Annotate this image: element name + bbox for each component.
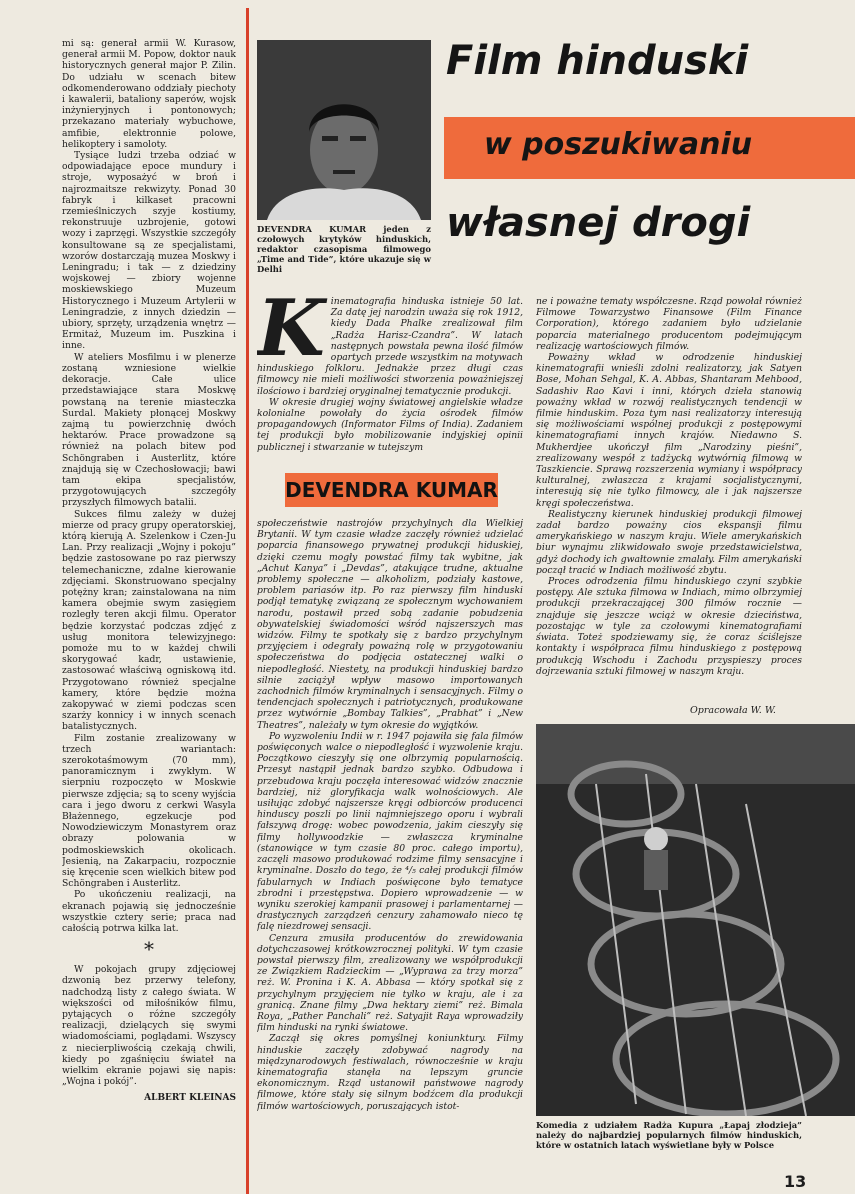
article-right-column [536,296,802,706]
title-line-2: w poszukiwaniu [484,127,753,162]
left-paragraph-3: W ateliers Mosfilmu i w plenerze zostaną wzniesione wielkie dekoracje. Całe ulice przedstawiające stara Moskwę powstaną na terenie miasteczka Surdal. Makiety płonącej Moskwy zajmą tu powierzchnię dwóch hektarów. Prace prowadzone są również na polach bitew pod Schöngraben i Austerlitz, które znajdują się w Czechosłowacji; bawi tam ekipa specjalistów, przygotowujących szczegóły przyszłych filmowych batalii. [62,351,236,509]
right-paragraph-4: Proces odrodzenia filmu hinduskiego czyni szybkie postępy. Ale sztuka filmowa w Indiach, mimo olbrzymiej produkcji przekraczającej 300 filmów rocznie — znajduje się jeszcze wciąż w okresie dzieciństwa, pozostając w tyle za czołowymi kinematografiami świata. Toteż spodziewamy się, że coraz ściślejsze kontakty i współpraca filmu hinduskiego z postępową produkcją Wschodu i Zachodu przyspieszy proces dojrzewania sztuki filmowej w naszym kraju. [536,576,802,677]
right-paragraph-1: ne i poważne tematy współczesne. Rząd powołał również Filmowe Towarzystwo Finansowe (Film Finance Corporation), którego zadaniem było udzielanie poparcia materialnego producentom podejmującym realizację wartościowych filmów. [536,296,802,352]
title-line-3: własnej drogi [446,200,751,246]
middle-paragraph-1: społeczeństwie nastrojów przychylnych dla Wielkiej Brytanii. W tym czasie władze zaczęły również udzielać poparcia finansowego prywatnej produkcji hiduskiej, dzięki czemu mogły powstać filmy tak wybitne, jak „Achut Kanya” i „Devdas”, atakujące trudne, aktualne problemy społeczne — alkoholizm, podziały kastowe, problem pariasów itp. Po raz pierwszy film hinduski podjął tematykę związaną ze społecznym wychowaniem narodu, postawił przed sobą zadanie pobudzenia obywatelskiej świadomości wśród najszerszych mas widzów. Filmy te spotkały się z bardzo przychylnym przyjęciem i odegrały poważną rolę w przygotowaniu społeczeństwa do podjęcia ostatecznej walki o niepodległość. Niestety, na produkcji hinduskiej bardzo silnie zaciążył wpływ masowo importowanych zachodnich filmów kryminalnych i sensacyjnych. Filmy o tendencjach społecznych i patriotycznych, produkowane przez wytwórnie „Bombay Talkies”, „Prabhat” i „New Theatres”, należały w tym okresie do wyjątków. [257,518,523,731]
red-column-rule [246,8,249,1194]
left-column [62,38,236,1154]
film-still-image [536,724,855,1116]
title-line-1: Film hinduski [446,38,749,84]
byline-banner: DEVENDRA KUMAR [285,473,498,507]
left-paragraph-5: Film zostanie zrealizowany w trzech wariantach: szerokotaśmowym (70 mm), panoramicznym i zwykłym. W sierpniu rozpoczęto w Moskwie pierwsze zdjęcia; są to sceny wyjścia cara i jego dworu z cerkwi Wasyla Błażennego, egzekucje pod Nowodziewiczym Monastyrem oraz obrazy polowania w podmoskiewskich okolicach. Jesienią, na Zakarpaciu, rozpocznie się kręcenie scen wielkich bitew pod Schöngraben i Austerlitz. [62,732,236,890]
article-middle-column [257,518,523,1178]
film-still-photo [536,724,855,1116]
portrait-caption: DEVENDRA KUMAR jeden z czołowych krytyków hinduskich, redaktor czasopisma filmowego „Time and Tide”, które ukazuje się w Delhi [257,224,431,274]
intro-text: inematografia hinduska istnieje 50 lat. Za datę jej narodzin uważa się rok 1912, kiedy Dada Phalke zrealizował film „Radża Harisz-Czandra”. W latach następnych powstała pewna ilość filmów opartych przede wszystkim na motywach hinduskiego folkloru. Jednakże przez długi czas filmowcy nie mieli możliwości stworzenia poważniejszej ilościowo i bardziej oryginalnej tematycznie produkcji. [257,296,523,397]
right-paragraph-2: Poważny wkład w odrodzenie hinduskiej kinematografii wnieśli zdolni realizatorzy, jak Satyen Bose, Mohan Sehgal, K. A. Abbas, Shantaram Mehbood, Sadashiv Rao Kavi i inni, których dzieła stanowią poważny wkład w rozwój realistycznych tendencji w filmie hinduskim. Poza tym nasi realizatorzy interesują się możliwościami wspólnej produkcji z postępowymi kinematografiami innych krajów. Niedawno S. Mukherdjee ukończył film „Narodziny pieśni”, zrealizowany wespół z tadżycką wytwórnią filmową w Taszkiencie. Sprawą rozszerzenia wymiany i współpracy kulturalnej, zwłaszcza z krajami socjalistycznymi, interesują się nie tylko filmowcy, ale i jak najszersze kręgi społeczeństwa. [536,352,802,509]
portrait-image [257,40,431,220]
left-paragraph-4: Sukces filmu zależy w dużej mierze od pracy grupy operatorskiej, którą kierują A. Szelenkow i Czen-Ju Lan. Przy realizacji „Wojny i pokoju” będzie zastosowane po raz pierwszy telemechaniczne, zdalne kierowanie zdjęciami. Skonstruowano specjalny potężny kran; zainstalowana na nim kamera obejmie swym zasięgiem rozległy teren akcji filmu. Operator będzie korzystać podczas zdjęć z usług monitora telewizyjnego: pomoże mu to w każdej chwili skorygować kadr, ustawienie, zastosować właściwą ogniskową itd. Przygotowano również specjalne kamery, które będzie można zakopywać w ziemi podczas scen szarży konnicy i w innych scenach batalistycznych. [62,508,236,733]
left-paragraph-2: Tysiące ludzi trzeba odziać w odpowiadające epoce mundury i stroje, wyposażyć w broń i najrozmaitsze rekwizyty. Ponad 30 fabryk i kilkaset pracowni rzemieślniczych szyje kostiumy, rekonstruuje uzbrojenie, gotowi wozy i zaprzęgi. Wszystkie szczegóły konsultowane są ze specjalistami, wzorów dostarczają muzea Moskwy i Leningradu; i tak — z dziedziny wojskowej — zbiory wojenne moskiewskiego Muzeum Historycznego i Muzeum Artylerii w Leningradzie, z innych dziedzin — ubiory, sprzęty, urządzenia wnętrz — Ermitaż, Muzeum im. Puszkina i inne. [62,150,236,352]
intro-text-2: W okresie drugiej wojny światowej angielskie władze kolonialne powołały do życia ośrodek filmów propagandowych (Informator Films of India). Zadaniem tej produkcji było mobilizowanie indyjskiej opinii publicznej i stwarzanie w tutejszym [257,396,523,453]
middle-paragraph-2: Po wyzwoleniu Indii w r. 1947 pojawiła się fala filmów poświęconych walce o niepodległość i wyzwolenie kraju. Początkowo cieszyły się one olbrzymią popularnością. Przesyt nastąpił jednak bardzo szybko. Odbudowa i przebudowa kraju poczęła interesować widzów znacznie bardziej, niż gloryfikacja walk wolnościowych. Ale usiłując zdobyć najszersze kręgi odbiorców producenci hinduscy poszli po linii najmniejszego oporu i wybrali fałszywą drogę: wobec powodzenia, jakim cieszyły się filmy hollywoodzkie — zwłaszcza kryminalne (stanowiące w tym czasie 80 proc. całego importu), zaczęli masowo produkować rodzime filmy sensacyjne i kryminalne. Doszło do tego, że ⁴/₅ całej produkcji filmów fabularnych w Indiach poświęcone było tematyce zbrodni i przestępstwa. Dopiero wprowadzenie — w wyniku szerokiej kampanii prasowej i parlamentarnej — drastycznych zarządzeń cenzury zahamowało nieco tę falę niezdrowej sensacji. [257,730,523,933]
middle-paragraph-4: Zaczął się okres pomyślnej koniunktury. Filmy hinduskie zaczęły zdobywać nagrody na międzynarodowych festiwalach, równocześnie w kraju kinematografia stanęła na lepszym gruncie ekonomicznym. Rząd ustanowił państwowe nagrody filmowe, które stały się silnym bodźcem dla produkcji filmów wartościowych, poruszających istot- [257,1033,523,1112]
left-paragraph-6: Po ukończeniu realizacji, na ekranach pojawią się jednocześnie wszystkie cztery serie; praca nad całością potrwa kilka lat. [62,889,236,935]
left-paragraph-7: W pokojach grupy zdjęciowej dzwonią bez przerwy telefony, nadchodzą listy z całego świata. W większości od miłośników filmu, pytających o różne szczegóły realizacji, dzielących się swymi wiadomościami, poglądami. Wszyscy z niecierpliwością czekają chwili, kiedy po zgaśnięciu świateł na wielkim ekranie pojawi się napis: „Wojna i pokój”. [62,964,236,1088]
left-paragraph-1: mi są: generał armii W. Kurasow, generał armii M. Popow, doktor nauk historycznych generał major P. Zilin. Do udziału w scenach bitew odkomenderowano oddziały piechoty i kawalerii, bataliony saperów, wojsk inżynieryjnych i pontonowych; przekazano materiały wybuchowe, amfibie, elektronnie polowe, helikoptery i samoloty. [62,38,236,150]
page-number: 13 [784,1172,807,1191]
article-signature: Opracowała W. W. [690,705,776,716]
middle-paragraph-3: Cenzura zmusiła producentów do zrewidowania dotychczasowej krótkowzrocznej polityki. W tym czasie powstał pierwszy film, zrealizowany we współprodukcji ze Związkiem Radzieckim — „Wyprawa za trzy morza” reż. W. Pronina i K. A. Abbasa — który spotkał się z przychylnym przyjęciem nie tylko w kraju, ale i za granicą. Znane filmy „Dwa hektary ziemi” reż. Bimala Roya, „Pather Panchali” reż. Satyajit Raya wprowadziły film hinduski na rynki światowe. [257,932,523,1034]
author-name: ALBERT KLEINAS [144,1093,236,1104]
right-paragraph-3: Realistyczny kierunek hinduskiej produkcji filmowej zadał bardzo poważny cios ekspansji filmu amerykańskiego w naszym kraju. Wiele amerykańskich biur wynajmu zlikwidowało swoje przedstawicielstwa, gdyż dochody ich gwałtownie zmalały. Film amerykański począł tracić w Indiach możliwość zbytu. [536,508,802,576]
drop-cap: K [257,296,325,374]
article-intro [257,296,523,456]
portrait-photo [257,40,431,220]
section-asterisk: * [144,937,154,962]
film-still-caption: Komedia z udziałem Radża Kupura „Łapaj złodzieja” należy do najbardziej popularnych filmów hinduskich, które w ostatnich latach wyświetlane były w Polsce [536,1120,802,1150]
